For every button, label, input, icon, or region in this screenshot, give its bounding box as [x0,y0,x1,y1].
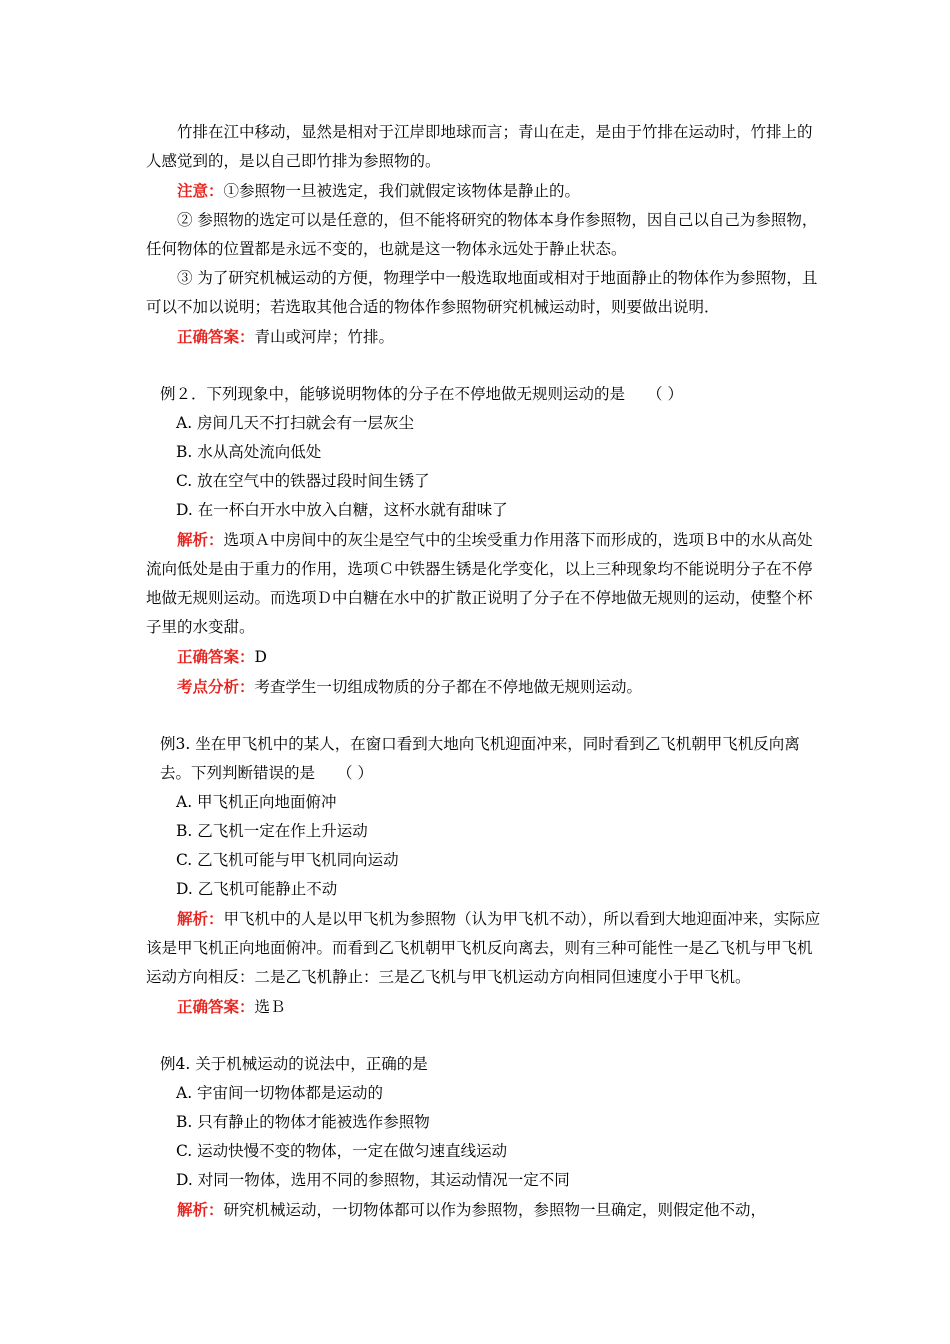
example-2-question: 例２．下列现象中，能够说明物体的分子在不停地做无规则运动的是 （ ） [146,380,822,409]
example-3-answer: 正确答案：选Ｂ [177,997,286,1016]
example-2-answer: 正确答案：D [177,647,267,666]
example-4-question: 例4. 关于机械运动的说法中，正确的是 [160,1055,428,1073]
answer-label: 正确答案： [177,327,255,346]
example-3-option-c: C. 乙飞机可能与甲飞机同向运动 [176,851,399,869]
example-3-analysis: 解析：甲飞机中的人是以甲飞机为参照物（认为甲飞机不动），所以看到大地迎面冲来，实际应该是甲飞机正向地面俯冲。而看到乙飞机朝甲飞机反向离去，则有三种可能性一是乙飞机与甲飞机运动方向相反：二是乙飞机静止：三是乙飞机与甲飞机运动方向相同但速度小于甲飞机。 [146,909,821,986]
example-4-option-b: B. 只有静止的物体才能被选作参照物 [176,1113,430,1131]
example-3-option-b: B. 乙飞机一定在作上升运动 [176,822,368,840]
example-2-option-c: C. 放在空气中的铁器过段时间生锈了 [176,472,430,490]
example-3-question: 例3. 坐在甲飞机中的某人，在窗口看到大地向飞机迎面冲来，同时看到乙飞机朝甲飞机反向离去。下列判断错误的是 （ ） [146,730,822,788]
example-4-option-d: D. 对同一物体，选用不同的参照物，其运动情况一定不同 [176,1171,570,1189]
note-line-1 [146,176,822,206]
example-3-option-d: D. 乙飞机可能静止不动 [176,880,338,898]
example-2-option-a: A. 房间几天不打扫就会有一层灰尘 [176,414,415,432]
analysis-label: 解析： [177,530,224,549]
document-page [146,118,822,1225]
example-2-analysis: 解析：选项Ａ中房间中的灰尘是空气中的尘埃受重力作用落下而形成的，选项Ｂ中的水从高处流向低处是由于重力的作用，选项Ｃ中铁器生锈是化学变化，以上三种现象均不能说明分子在不停地做无规则运动。而选项Ｄ中白糖在水中的扩散正说明了分子在不停地做无规则的运动，使整个杯子里的水变甜。 [146,530,813,636]
example-3-option-a: A. 甲飞机正向地面俯冲 [176,793,337,811]
note-line-2: ② 参照物的选定可以是任意的，但不能将研究的物体本身作参照物，因自己以自己为参照物，任何物体的位置都是永远不变的，也就是这一物体永远处于静止状态。 [146,211,818,258]
point-label: 考点分析： [177,677,255,696]
example-2-option-d: D. 在一杯白开水中放入白糖，这杯水就有甜味了 [176,501,508,519]
example-4-option-a: A. 宇宙间一切物体都是运动的 [176,1084,384,1102]
example-2-point-analysis: 考点分析：考查学生一切组成物质的分子都在不停地做无规则运动。 [177,677,643,696]
analysis-label: 解析： [177,1200,224,1219]
example-4-option-c: C. 运动快慢不变的物体，一定在做匀速直线运动 [176,1142,508,1160]
example-4-analysis: 解析：研究机械运动，一切物体都可以作为参照物，参照物一旦确定，则假定他不动， [177,1200,767,1219]
note-text-1: ①参照物一旦被选定，我们就假定该物体是静止的。 [223,182,581,200]
answer-label: 正确答案： [177,647,255,666]
note-line-3: ③ 为了研究机械运动的方便，物理学中一般选取地面或相对于地面静止的物体作为参照物，且可以不加以说明；若选取其他合适的物体作参照物研究机械运动时，则要做出说明． [146,269,818,316]
analysis-label: 解析： [177,909,224,928]
answer-text: 青山或河岸；竹排。 [254,328,395,346]
answer-blank: （ ） [337,764,373,782]
intro-paragraph: 竹排在江中移动，显然是相对于江岸即地球而言；青山在走，是由于竹排在运动时，竹排上的人感觉到的，是以自己即竹排为参照物的。 [146,123,813,170]
intro-answer [146,322,822,352]
example-2-option-b: B. 水从高处流向低处 [176,443,322,461]
answer-label: 正确答案： [177,997,255,1016]
answer-blank: （ ） [647,385,683,403]
note-label: 注意： [177,181,224,200]
